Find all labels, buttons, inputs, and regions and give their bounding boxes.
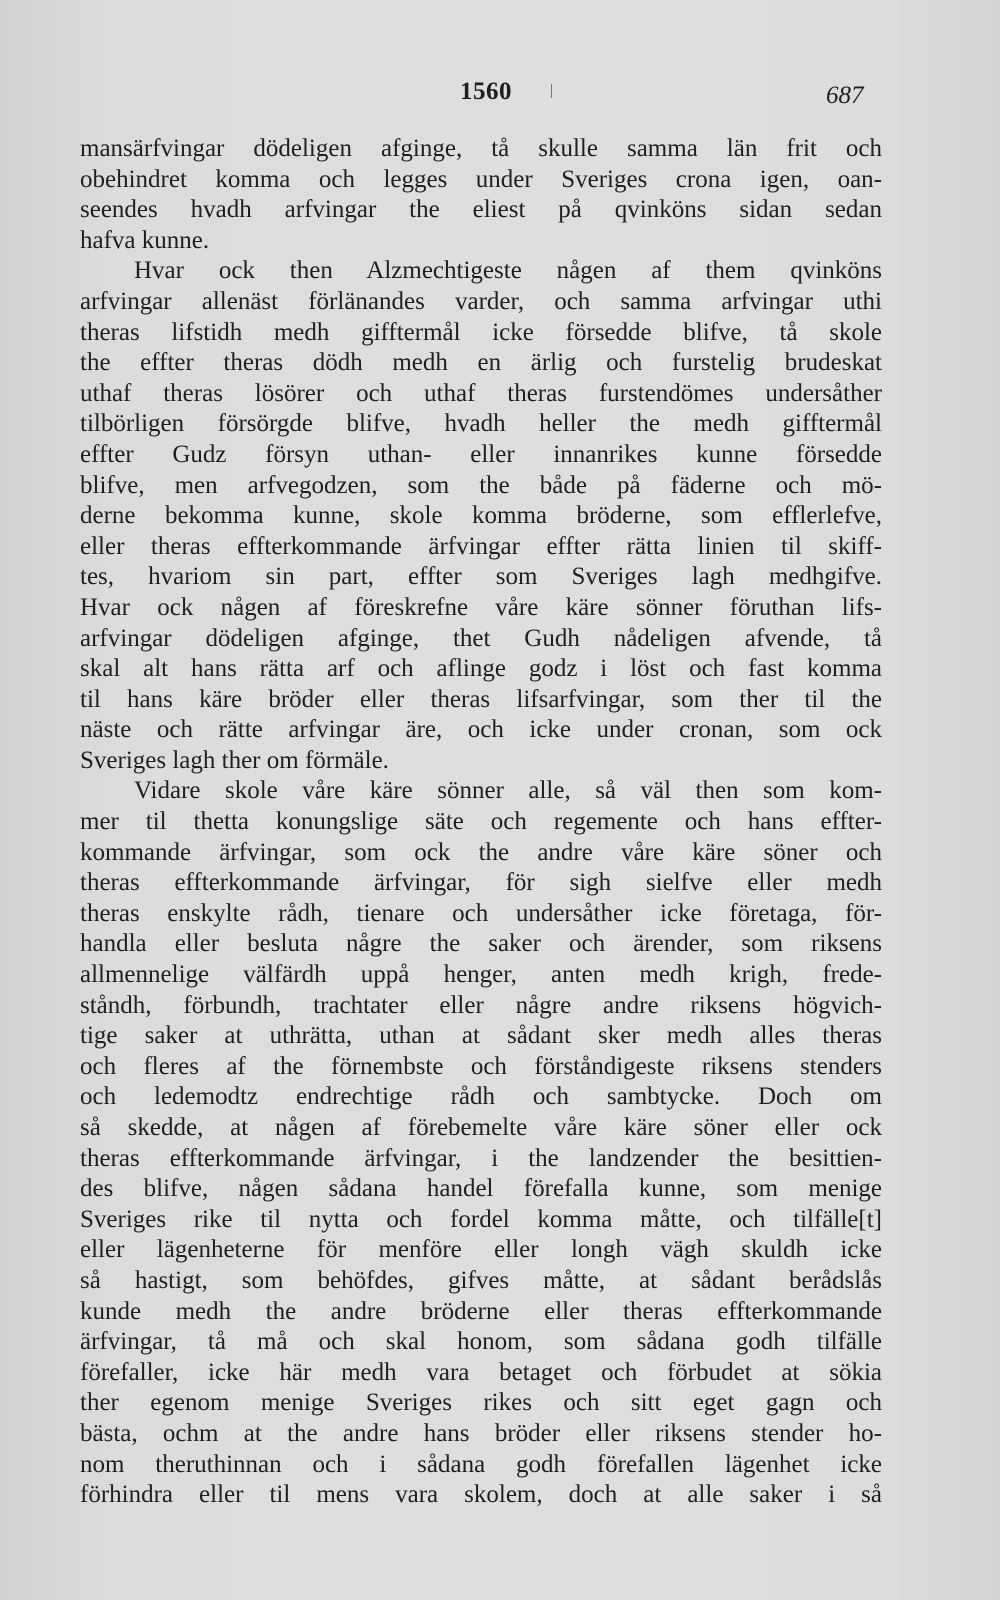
text-line: förefaller, icke här medh vara betaget och förbudet at sökia [80, 1358, 882, 1386]
margin-mark [551, 84, 552, 98]
text-line: och fleres af the förnembste och förståndigeste riksens stenders [80, 1052, 882, 1080]
text-line: theras effterkommande ärfvingar, för sigh sielfve eller medh [80, 869, 882, 897]
text-line: bästa, ochm at the andre hans bröder eller riksens stender ho- [80, 1419, 882, 1447]
text-line: des blifve, någen sådana handel förefalla kunne, som menige [80, 1175, 882, 1203]
text-line: derne bekomma kunne, skole komma bröderne, som efflerlefve, [80, 502, 882, 530]
text-line: allmennelige välfärdh uppå henger, anten medh krigh, frede- [80, 961, 882, 989]
text-line: ther egenom menige Sveriges rikes och sitt eget gagn och [80, 1389, 882, 1417]
text-line: kommande ärfvingar, som ock the andre våre käre söner och [80, 838, 882, 866]
text-line: Hvar ock någen af föreskrefne våre käre sönner föruthan lifs- [80, 593, 882, 621]
text-line: så skedde, at någen af förebemelte våre käre söner eller ock [80, 1114, 882, 1141]
text-line: förhindra eller til mens vara skolem, doch at alle saker i så [80, 1481, 882, 1509]
text-line: uthaf theras lösörer och uthaf theras furstendömes undersåther [80, 379, 882, 407]
text-line: handla eller besluta någre the saker och ärender, som riksens [80, 930, 882, 958]
text-line: blifve, men arfvegodzen, som the både på fäderne och mö- [80, 471, 882, 499]
text-line: arfvingar allenäst förlänandes varder, och samma arfvingar uthi [80, 287, 882, 315]
text-line: tilbörligen försörgde blifve, hvadh heller the medh gifftermål [80, 410, 882, 438]
text-line: seendes hvadh arfvingar the eliest på qvinköns sidan sedan [80, 196, 882, 224]
page-number: 687 [826, 82, 864, 109]
text-line: effter Gudz försyn uthan- eller innanrikes kunne försedde [80, 440, 882, 468]
text-line: eller theras effterkommande ärfvingar effter rätta linien til skiff- [80, 532, 882, 560]
text-line: nom theruthinnan och i sådana godh förefallen lägenhet icke [80, 1450, 882, 1478]
text-line: så hastigt, som behöfdes, gifves måtte, at sådant berådslås [80, 1266, 882, 1294]
text-line: mansärfvingar dödeligen afginge, tå skulle samma län frit och [80, 135, 882, 162]
text-line: ärfvingar, tå må och skal honom, som sådana godh tilfälle [80, 1328, 882, 1356]
text-line: the effter theras dödh medh en ärlig och furstelig brudeskat [80, 349, 882, 377]
text-line: obehindret komma och legges under Sveriges crona igen, oan- [80, 165, 882, 193]
text-line: Sveriges rike til nytta och fordel komma måtte, och tilfälle[t] [80, 1205, 882, 1233]
text-line: och ledemodtz endrechtige rådh och sambtycke. Doch om [80, 1083, 882, 1111]
text-line: eller lägenheterne för menföre eller longh vägh skuldh icke [80, 1236, 882, 1264]
text-line: mer til thetta konungslige säte och regemente och hans effter- [80, 808, 882, 836]
text-line: skal alt hans rätta arf och aflinge godz i löst och fast komma [80, 655, 882, 683]
text-line: Vidare skole våre käre sönner alle, så väl then som kom- [134, 777, 882, 805]
page-header [0, 78, 1000, 118]
text-line: näste och rätte arfvingar äre, och icke under cronan, som ock [80, 716, 882, 744]
text-line: Hvar ock then Alzmechtigeste någen af them qvinköns [134, 257, 882, 285]
body-text [80, 134, 882, 1511]
text-line: tes, hvariom sin part, effter som Sveriges lagh medhgifve. [80, 563, 882, 591]
text-line: hafva kunne. [80, 226, 210, 254]
text-line: theras effterkommande ärfvingar, i the landzender the besittien- [80, 1144, 882, 1172]
text-line: arfvingar dödeligen afginge, thet Gudh nådeligen afvende, tå [80, 624, 882, 652]
text-line: theras lifstidh medh gifftermål icke försedde blifve, tå skole [80, 318, 882, 346]
text-line: til hans käre bröder eller theras lifsarfvingar, som ther til the [80, 685, 882, 713]
text-line: Sveriges lagh ther om förmäle. [80, 746, 389, 774]
text-line: theras enskylte rådh, tienare och undersåther icke företaga, för- [80, 899, 882, 927]
text-line: kunde medh the andre bröderne eller theras effterkommande [80, 1297, 882, 1325]
text-line: ståndh, förbundh, trachtater eller någre andre riksens högvich- [80, 991, 882, 1019]
year-heading: 1560 [460, 78, 512, 105]
text-line: tige saker at uthrätta, uthan at sådant sker medh alles theras [80, 1022, 882, 1050]
